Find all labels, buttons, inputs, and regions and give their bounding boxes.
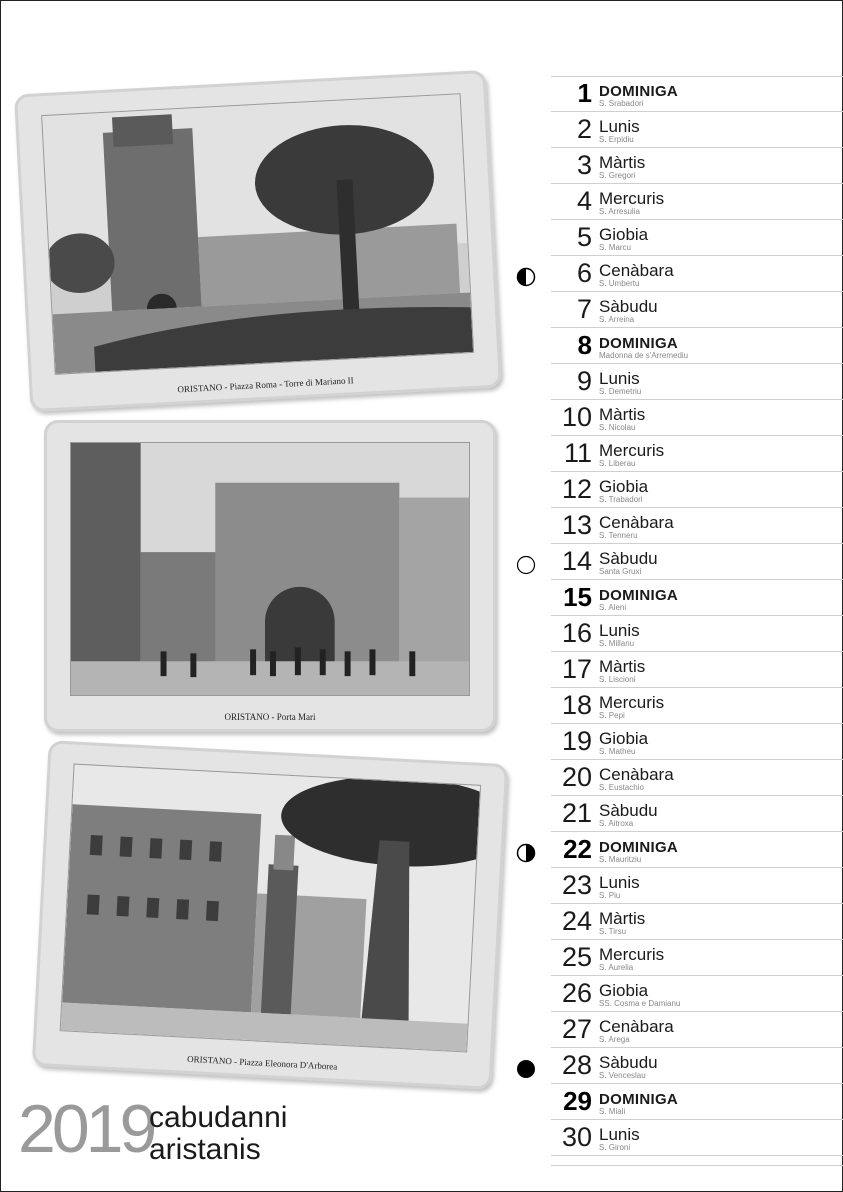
calendar-day-row <box>551 689 843 724</box>
saint-name: S. Erpidiu <box>599 135 634 144</box>
calendar-bottom-rule <box>551 1165 843 1166</box>
day-number: 8 <box>577 330 592 360</box>
calendar-day-row <box>551 905 843 940</box>
day-number: 7 <box>576 294 592 324</box>
saint-name: S. Gregori <box>599 171 636 180</box>
photo-porta-mari-image <box>71 443 469 695</box>
calendar-day-row <box>551 653 843 688</box>
weekday-name: Mercuris <box>599 189 665 208</box>
calendar-day-row <box>551 257 843 292</box>
weekday-name: Mercuris <box>599 441 665 460</box>
day-number: 4 <box>576 186 592 216</box>
day-number: 26 <box>561 978 592 1008</box>
photo-caption: ORISTANO - Piazza Eleonora D'Arborea <box>186 1053 338 1072</box>
calendar-day-row <box>551 725 843 760</box>
calendar-day-row <box>551 77 843 112</box>
saint-name: S. Millanu <box>599 639 635 648</box>
calendar-day-row <box>551 797 843 832</box>
calendar-day-row <box>551 185 843 220</box>
saint-name: S. Eustachio <box>599 783 644 792</box>
saint-name: S. Liscioni <box>599 675 636 684</box>
day-number: 16 <box>561 618 592 648</box>
weekday-name: Sàbudu <box>599 1053 658 1072</box>
month-title: cabudanni <box>149 1101 288 1134</box>
saint-name: S. Trabadori <box>599 495 643 504</box>
saint-name: S. Aurelia <box>599 963 634 972</box>
saint-name: S. Demetriu <box>599 387 642 396</box>
calendar-day-row <box>551 113 843 148</box>
saint-name: S. Piu <box>599 891 621 900</box>
day-number: 17 <box>561 654 592 684</box>
day-number: 29 <box>563 1086 592 1116</box>
weekday-name: Cenàbara <box>599 1017 674 1036</box>
saint-name: S. Tenneru <box>599 531 638 540</box>
saint-name: S. Arreina <box>599 315 635 324</box>
saint-name: S. Mauritziu <box>599 855 642 864</box>
saint-name: Madonna de s'Arremediu <box>599 351 689 360</box>
photo-piazza-eleonora <box>60 764 481 1053</box>
weekday-name: Màrtis <box>599 153 646 172</box>
calendar-day-row <box>551 293 843 328</box>
saint-name: S. Pepi <box>599 711 625 720</box>
weekday-name: Màrtis <box>599 909 646 928</box>
saint-name: S. Aleni <box>599 603 627 612</box>
day-number: 23 <box>561 870 592 900</box>
weekday-name: Lunis <box>599 621 640 640</box>
moon-phase-full-icon <box>516 555 536 575</box>
calendar-day-row <box>551 941 843 976</box>
photo-caption: ORISTANO - Porta Mari <box>224 712 316 722</box>
calendar-day-row <box>551 761 843 796</box>
calendar-day-row <box>551 581 843 616</box>
day-number: 12 <box>561 474 592 504</box>
day-number: 25 <box>561 942 592 972</box>
photo-porta-mari <box>70 442 470 696</box>
calendar-day-row <box>551 617 843 652</box>
weekday-name: Lunis <box>599 117 640 136</box>
day-number: 15 <box>563 582 592 612</box>
saint-name: S. Umbertu <box>599 279 640 288</box>
calendar-day-row <box>551 1121 843 1156</box>
weekday-name: Giobia <box>599 981 649 1000</box>
weekday-name: DOMINIGA <box>599 839 679 856</box>
day-number: 30 <box>561 1122 592 1152</box>
calendar-day-row <box>551 329 843 364</box>
calendar-day-row <box>551 1085 843 1120</box>
weekday-name: Lunis <box>599 873 640 892</box>
day-number: 3 <box>576 150 592 180</box>
weekday-name: DOMINIGA <box>599 1091 679 1108</box>
saint-name: Santa Gruxi <box>599 567 642 576</box>
year-label: 2019 <box>18 1091 154 1167</box>
calendar-day-row <box>551 509 843 544</box>
calendar-day-row <box>551 149 843 184</box>
weekday-name: Sàbudu <box>599 297 658 316</box>
day-number: 19 <box>561 726 592 756</box>
moon-phase-last-quarter-icon <box>516 843 536 863</box>
saint-name: S. Arresulia <box>599 207 640 216</box>
weekday-name: DOMINIGA <box>599 587 679 604</box>
day-number: 1 <box>577 78 592 108</box>
weekday-name: Mercuris <box>599 945 665 964</box>
calendar-day-row <box>551 1013 843 1048</box>
moon-phase-first-quarter-icon <box>516 267 536 287</box>
saint-name: S. Marcu <box>599 243 632 252</box>
day-number: 13 <box>561 510 592 540</box>
weekday-name: DOMINIGA <box>599 335 679 352</box>
weekday-name: Giobia <box>599 225 649 244</box>
weekday-name: Lunis <box>599 369 640 388</box>
saint-name: SS. Cosma e Damianu <box>599 999 681 1008</box>
weekday-name: Sàbudu <box>599 801 658 820</box>
weekday-name: Màrtis <box>599 405 646 424</box>
weekday-name: Sàbudu <box>599 549 658 568</box>
photo-card-piazza-roma <box>14 70 502 412</box>
day-number: 18 <box>561 690 592 720</box>
city-title: aristanis <box>149 1133 261 1166</box>
calendar-day-list <box>551 76 843 1157</box>
photo-piazza-eleonora-image <box>61 765 480 1052</box>
calendar-day-row <box>551 1049 843 1084</box>
calendar-day-row <box>551 365 843 400</box>
day-number: 14 <box>561 546 592 576</box>
day-number: 20 <box>561 762 592 792</box>
weekday-name: Lunis <box>599 1125 640 1144</box>
day-number: 5 <box>576 222 592 252</box>
saint-name: S. Srabadori <box>599 99 644 108</box>
calendar-day-row <box>551 473 843 508</box>
calendar-day-row <box>551 869 843 904</box>
photo-piazza-roma-image <box>42 94 473 374</box>
saint-name: S. Arega <box>599 1035 630 1044</box>
day-number: 24 <box>561 906 592 936</box>
day-number: 6 <box>576 258 592 288</box>
saint-name: S. Gironi <box>599 1143 631 1152</box>
saint-name: S. Tirsu <box>599 927 627 936</box>
weekday-name: DOMINIGA <box>599 83 679 100</box>
day-number: 2 <box>576 114 592 144</box>
day-number: 10 <box>561 402 592 432</box>
day-number: 28 <box>561 1050 592 1080</box>
weekday-name: Giobia <box>599 729 649 748</box>
weekday-name: Cenàbara <box>599 513 674 532</box>
photo-piazza-roma <box>41 93 474 375</box>
saint-name: S. Venceslau <box>599 1071 646 1080</box>
photo-caption: ORISTANO - Piazza Roma - Torre di Mariano II <box>177 375 354 395</box>
photo-card-piazza-eleonora <box>32 740 508 1090</box>
calendar-day-row <box>551 833 843 868</box>
day-number: 21 <box>561 798 592 828</box>
day-number: 11 <box>563 438 592 468</box>
weekday-name: Cenàbara <box>599 261 674 280</box>
weekday-name: Giobia <box>599 477 649 496</box>
calendar-day-row <box>551 545 843 580</box>
weekday-name: Mercuris <box>599 693 665 712</box>
day-number: 9 <box>576 366 592 396</box>
weekday-name: Cenàbara <box>599 765 674 784</box>
weekday-name: Màrtis <box>599 657 646 676</box>
day-number: 22 <box>563 834 592 864</box>
calendar-day-row <box>551 437 843 472</box>
saint-name: S. Aitroxa <box>599 819 634 828</box>
calendar-day-row <box>551 977 843 1012</box>
calendar-day-row <box>551 401 843 436</box>
saint-name: S. Nicolau <box>599 423 636 432</box>
moon-phase-new-icon <box>516 1059 536 1079</box>
photo-card-porta-mari <box>44 420 496 732</box>
saint-name: S. Liberau <box>599 459 636 468</box>
saint-name: S. Matheu <box>599 747 636 756</box>
calendar-day-row <box>551 221 843 256</box>
day-number: 27 <box>561 1014 592 1044</box>
saint-name: S. Miali <box>599 1107 626 1116</box>
